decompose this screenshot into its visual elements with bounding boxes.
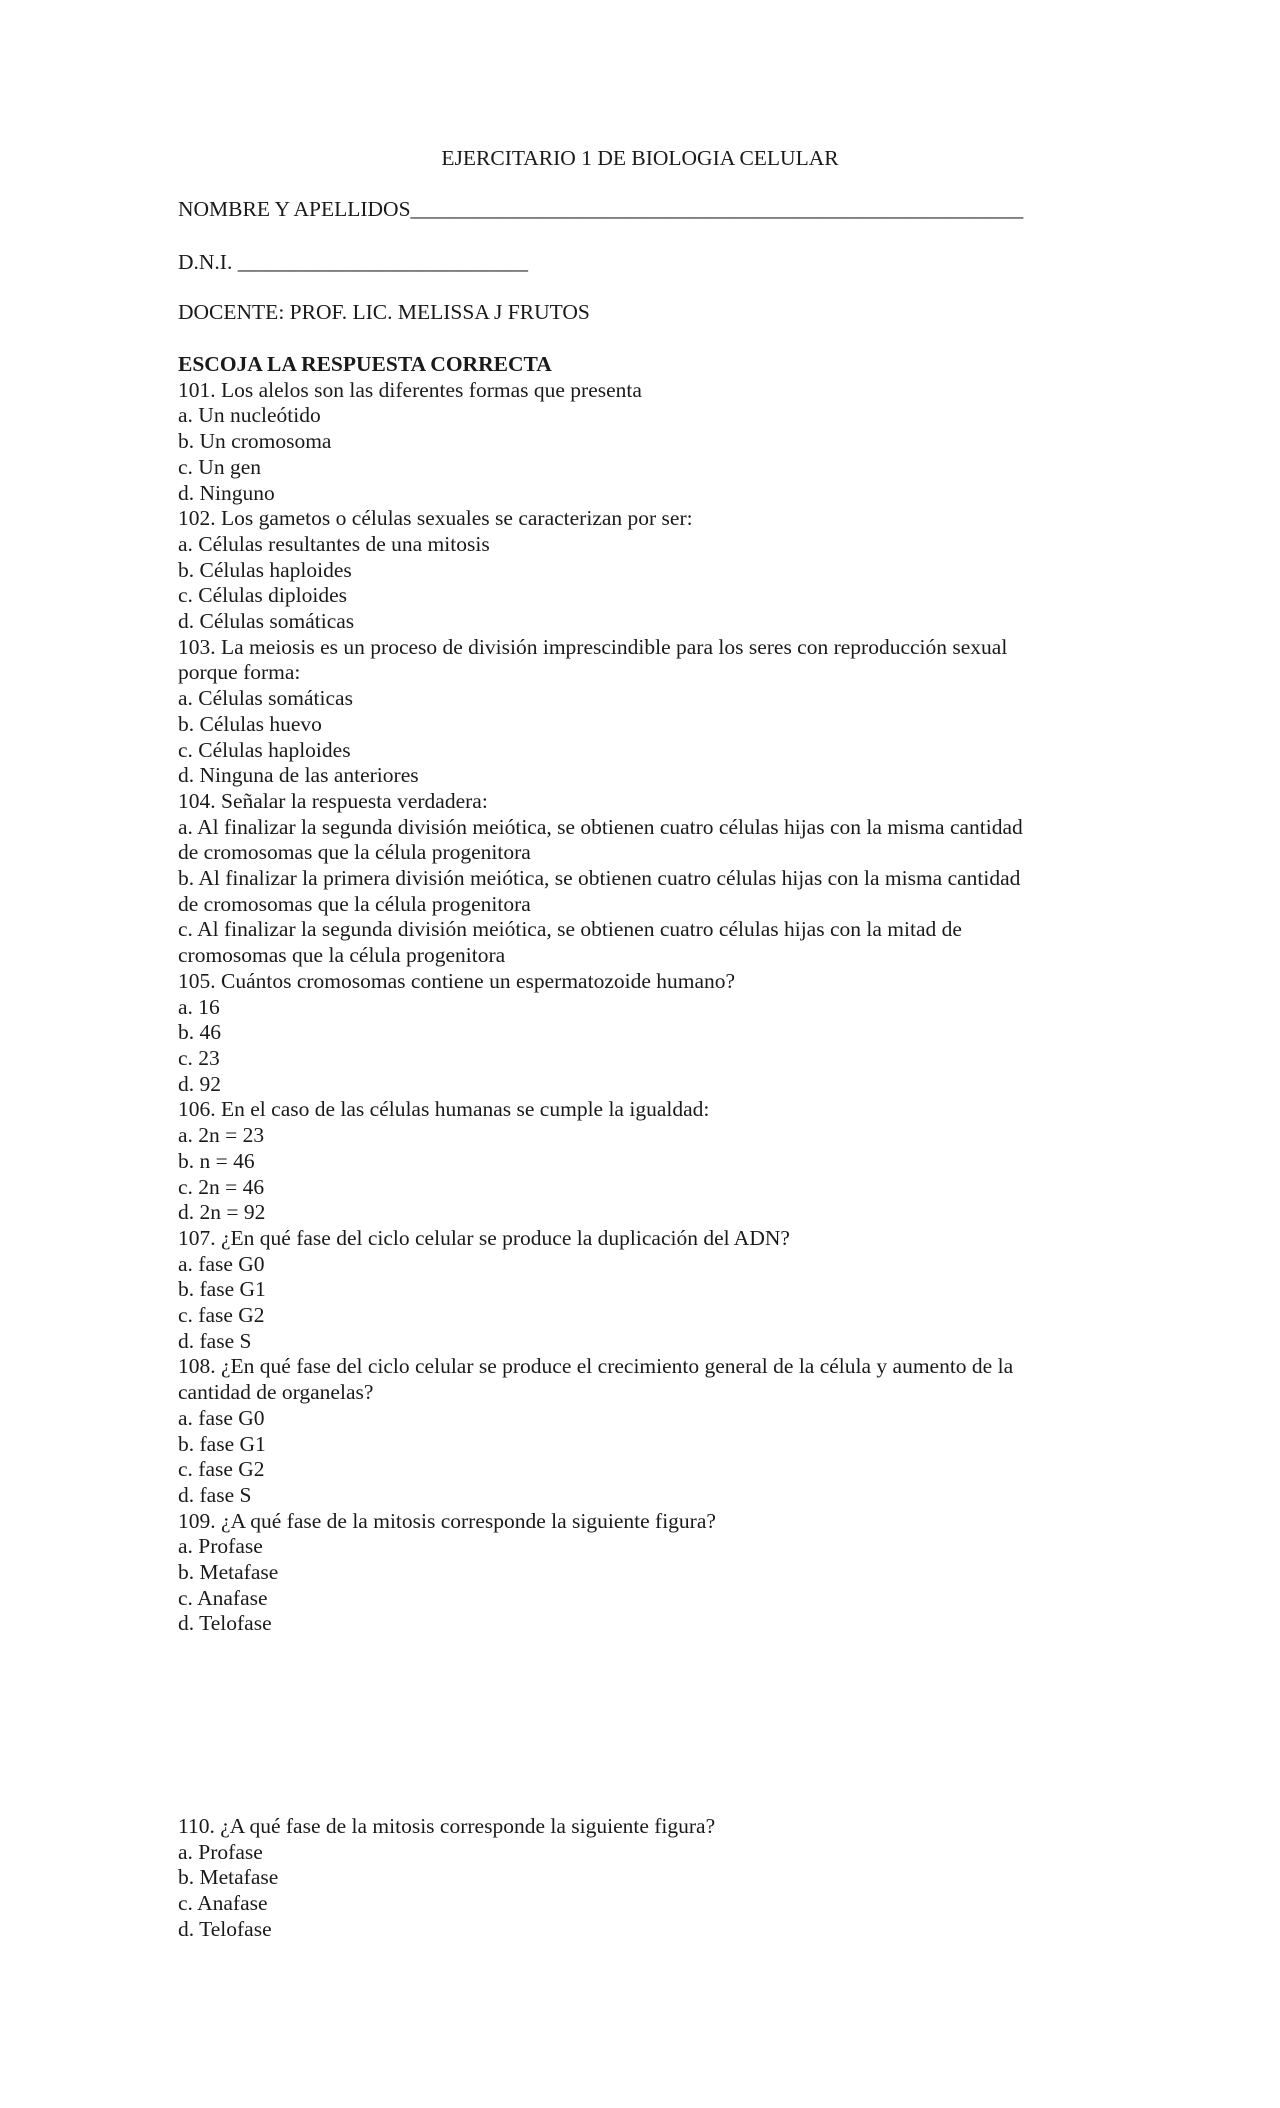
answer-option: a. fase G0 [178,1405,265,1430]
question-text: 102. Los gametos o células sexuales se caracterizan por ser: [178,506,693,531]
answer-option: b. Células huevo [178,711,322,736]
instruction-heading: ESCOJA LA RESPUESTA CORRECTA [178,352,552,376]
answer-option: c. 2n = 46 [178,1174,265,1199]
name-field-line: NOMBRE Y APELLIDOS_________________________________________________________ [178,197,1024,221]
question-107 [178,1226,1098,1355]
answer-option: c. Anafase [178,1585,268,1610]
answer-option: b. 46 [178,1020,221,1045]
answer-option: b. fase G1 [178,1431,266,1456]
answer-option: c. 23 [178,1045,220,1070]
answer-option: a. Profase [178,1534,263,1559]
answer-option: d. fase S [178,1328,252,1353]
answer-option: a. Células somáticas [178,686,353,711]
answer-option: a. fase G0 [178,1251,265,1276]
answer-option: b. fase G1 [178,1277,266,1302]
answer-option: b. n = 46 [178,1148,255,1173]
document-title: EJERCITARIO 1 DE BIOLOGIA CELULAR [441,146,839,170]
question-text-line: de cromosomas que la célula progenitora [178,891,531,916]
question-104 [178,789,1098,969]
answer-option: c. fase G2 [178,1303,265,1328]
question-101 [178,378,1098,507]
question-text-line: a. Al finalizar la segunda división meiótica, se obtienen cuatro células hijas con la misma cantidad [178,814,1023,839]
dni-field-line: D.N.I. ___________________________ [178,250,528,274]
answer-option: a. Células resultantes de una mitosis [178,531,490,556]
answer-option: d. fase S [178,1482,252,1507]
answer-option: b. Un cromosoma [178,429,332,454]
answer-option: c. Células diploides [178,583,347,608]
question-text-line: de cromosomas que la célula progenitora [178,840,531,865]
answer-option: c. fase G2 [178,1457,265,1482]
answer-option: c. Células haploides [178,737,351,762]
answer-option: d. Ninguna de las anteriores [178,763,419,788]
question-text-line: cantidad de organelas? [178,1380,374,1405]
question-text: 107. ¿En qué fase del ciclo celular se produce la duplicación del ADN? [178,1225,790,1250]
answer-option: d. 92 [178,1071,221,1096]
answer-option: a. 2n = 23 [178,1123,265,1148]
question-text: 108. ¿En qué fase del ciclo celular se produce el crecimiento general de la célula y aumento de la [178,1354,1014,1379]
question-text: 101. Los alelos son las diferentes formas que presenta [178,377,642,402]
question-text: 105. Cuántos cromosomas contiene un espermatozoide humano? [178,968,736,993]
answer-option: b. Metafase [178,1865,279,1890]
question-text-line: c. Al finalizar la segunda división meiótica, se obtienen cuatro células hijas con la mitad de [178,917,962,942]
question-102 [178,506,1098,635]
question-text: 110. ¿A qué fase de la mitosis corresponde la siguiente figura? [178,1814,716,1838]
answer-option: b. Metafase [178,1560,279,1585]
answer-option: b. Células haploides [178,557,352,582]
question-text: 104. Señalar la respuesta verdadera: [178,788,488,813]
answer-option: a. 16 [178,994,220,1019]
answer-option: d. Células somáticas [178,609,355,634]
question-text: 109. ¿A qué fase de la mitosis corresponde la siguiente figura? [178,1508,716,1533]
question-109 [178,1509,1098,1638]
question-106 [178,1097,1098,1226]
question-text: 106. En el caso de las células humanas se cumple la igualdad: [178,1097,710,1122]
answer-option: d. Ninguno [178,480,275,505]
question-110-block [178,1814,1098,1943]
question-103 [178,635,1098,789]
answer-option: c. Anafase [178,1891,268,1916]
answer-option: d. Telofase [178,1916,272,1941]
answer-option: d. Telofase [178,1611,272,1636]
question-105 [178,969,1098,1098]
question-text-line: porque forma: [178,660,301,685]
question-text: 103. La meiosis es un proceso de división imprescindible para los seres con reproducción sexual [178,634,1008,659]
question-108 [178,1354,1098,1508]
question-text-line: b. Al finalizar la primera división meiótica, se obtienen cuatro células hijas con la misma cantidad [178,866,1021,891]
question-text-line: cromosomas que la célula progenitora [178,943,506,968]
questions-block [178,352,1098,1637]
answer-option: a. Un nucleótido [178,403,321,428]
answer-option: d. 2n = 92 [178,1200,266,1225]
answer-option: c. Un gen [178,454,261,479]
answer-option: a. Profase [178,1839,263,1864]
question-110 [178,1814,1098,1943]
teacher-line: DOCENTE: PROF. LIC. MELISSA J FRUTOS [178,300,590,324]
